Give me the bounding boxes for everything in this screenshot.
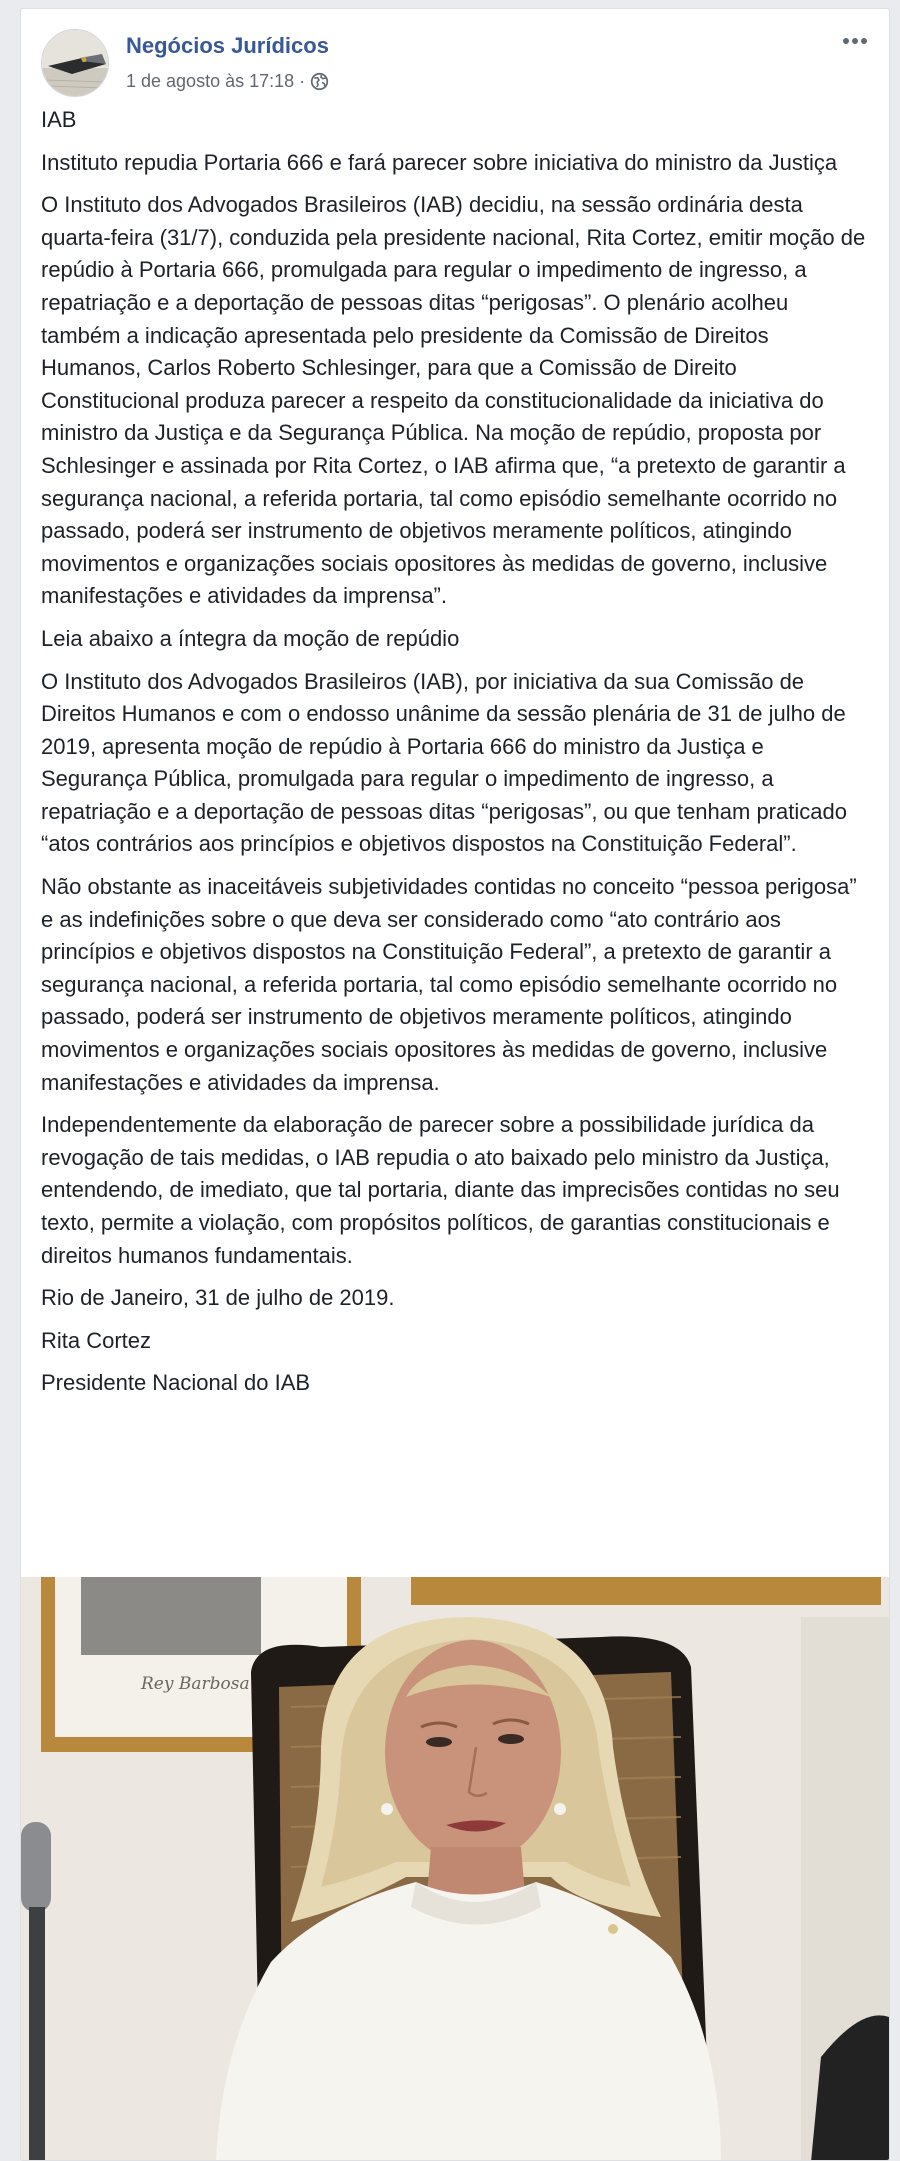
meta-separator: · <box>299 71 306 91</box>
more-options-icon[interactable] <box>837 27 873 55</box>
post-photo-image <box>21 1577 889 2161</box>
page-avatar[interactable] <box>41 29 109 97</box>
post-paragraph: Independentemente da elaboração de parecer sobre a possibilidade jurídica da revogação de tais medidas, o IAB repudia o ato baixado pelo ministro da Justiça, entendendo, de imediato, que tal portaria, diante das imprecisões contidas no seu texto, permite a violação, com propósitos políticos, de garantias constitucionais e direitos humanos fundamentais. <box>41 1112 840 1268</box>
post-paragraph: Rio de Janeiro, 31 de julho de 2019. <box>41 1285 395 1311</box>
post-card <box>20 8 890 2161</box>
post-text <box>21 104 889 1400</box>
post-meta <box>126 71 329 92</box>
post-header <box>21 9 889 104</box>
post-paragraph: Instituto repudia Portaria 666 e fará parecer sobre iniciativa do ministro da Justiça <box>41 149 838 175</box>
post-timestamp[interactable]: 1 de agosto às 17:18 <box>126 71 295 91</box>
post-paragraph: Rita Cortez <box>41 1327 152 1353</box>
post-paragraph: Não obstante as inaceitáveis subjetividades contidas no conceito “pessoa perigosa” e as indefinições sobre o que deva ser considerado como “ato contrário aos princípios e objetivos dispostos na Constituição Federal”, a pretexto de garantir a segurança nacional, a referida portaria, tal como episódio semelhante ocorrido no passado, poderá ser instrumento de objetivos meramente políticos, atingindo movimentos e organizações sociais opositores às medidas de governo, inclusive manifestações e atividades da imprensa. <box>41 874 857 1095</box>
frame-signature: Rey Barbosa <box>141 1674 250 1694</box>
post-paragraph: Leia abaixo a íntegra da moção de repúdio <box>41 625 460 651</box>
post-photo[interactable] <box>21 1577 889 2161</box>
avatar-image <box>42 30 109 97</box>
globe-icon[interactable] <box>310 72 329 91</box>
page-name-link[interactable]: Negócios Jurídicos <box>126 33 329 58</box>
post-paragraph: Presidente Nacional do IAB <box>41 1370 311 1396</box>
post-paragraph: O Instituto dos Advogados Brasileiros (IAB), por iniciativa da sua Comissão de Direitos Humanos e com o endosso unânime da sessão plenária de 31 de julho de 2019, apresenta moção de repúdio à Portaria 666 do ministro da Justiça e Segurança Pública, promulgada para regular o impedimento de ingresso, a repatriação e a deportação de pessoas ditas “perigosas”, ou que tenham praticado “atos contrários aos princípios e objetivos dispostos na Constituição Federal”. <box>41 668 847 857</box>
post-paragraph: IAB <box>41 107 77 132</box>
post-paragraph: O Instituto dos Advogados Brasileiros (IAB) decidiu, na sessão ordinária desta quarta-feira (31/7), conduzida pela presidente nacional, Rita Cortez, emitir moção de repúdio à Portaria 666, promulgada para regular o impedimento de ingresso, a repatriação e a deportação de pessoas ditas “perigosas”. O plenário acolheu também a indicação apresentada pelo presidente da Comissão de Direitos Humanos, Carlos Roberto Schlesinger, para que a Comissão de Direito Constitucional produza parecer a respeito da constitucionalidade da iniciativa do ministro da Justiça e da Segurança Pública. Na moção de repúdio, proposta por Schlesinger e assinada por Rita Cortez, o IAB afirma que, “a pretexto de garantir a segurança nacional, a referida portaria, tal como episódio semelhante ocorrido no passado, poderá ser instrumento de objetivos meramente políticos, atingindo movimentos e organizações sociais opositores às medidas de governo, inclusive manifestações e atividades da imprensa”. <box>41 192 866 609</box>
